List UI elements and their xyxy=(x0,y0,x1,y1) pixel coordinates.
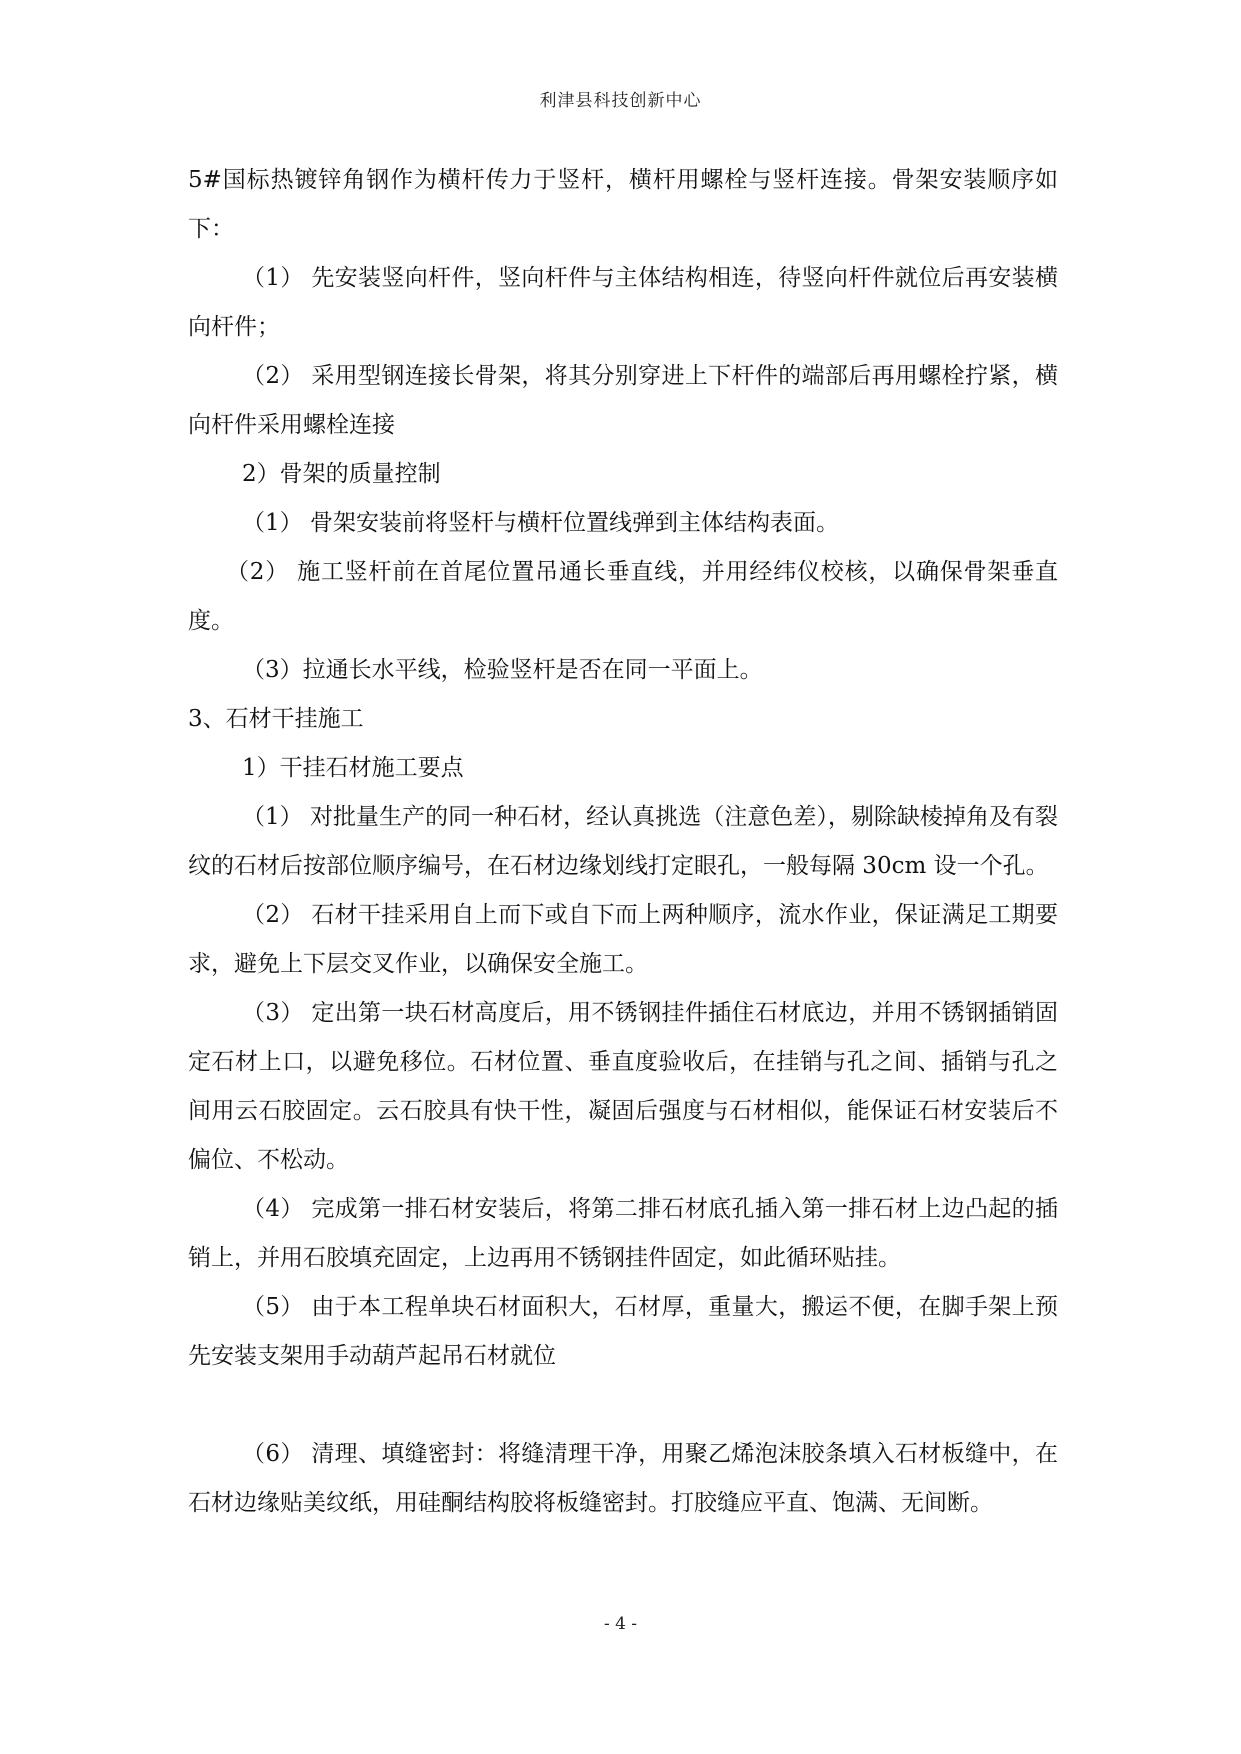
subheading-stone-key-points: 1）干挂石材施工要点 xyxy=(242,755,464,781)
paragraph-stone-6: （6） 清理、填缝密封：将缝清理干净，用聚乙烯泡沫胶条填入石材板缝中，在石材边缘贴美纹纸，用硅酮结构胶将板缝密封。打胶缝应平直、饱满、无间断。 xyxy=(188,1441,1058,1516)
paragraph-step-2: （2） 采用型钢连接长骨架，将其分别穿进上下杆件的端部后再用螺栓拧紧，横向杆件采用螺栓连接 xyxy=(188,363,1058,438)
paragraph-stone-4: （4） 完成第一排石材安装后，将第二排石材底孔插入第一排石材上边凸起的插销上，并用石胶填充固定，上边再用不锈钢挂件固定，如此循环贴挂。 xyxy=(188,1196,1058,1271)
page-number: - 4 - xyxy=(603,1614,638,1634)
document-body xyxy=(188,156,1058,1528)
paragraph-step-1: （1） 先安装竖向杆件，竖向杆件与主体结构相连，待竖向杆件就位后再安装横向杆件； xyxy=(188,265,1058,340)
paragraph-stone-2: （2） 石材干挂采用自上而下或自下而上两种顺序，流水作业，保证满足工期要求，避免上下层交叉作业，以确保安全施工。 xyxy=(188,902,1058,977)
paragraph-stone-1: （1） 对批量生产的同一种石材，经认真挑选（注意色差），剔除缺棱掉角及有裂纹的石材后按部位顺序编号，在石材边缘划线打定眼孔，一般每隔 30cm 设一个孔。 xyxy=(188,804,1058,879)
paragraph-stone-5: （5） 由于本工程单块石材面积大，石材厚，重量大，搬运不便，在脚手架上预先安装支架用手动葫芦起吊石材就位 xyxy=(188,1294,1058,1369)
subheading-frame-quality-control: 2）骨架的质量控制 xyxy=(242,461,441,487)
paragraph-quality-3: （3）拉通长水平线，检验竖杆是否在同一平面上。 xyxy=(242,657,763,683)
page-header: 利津县科技创新中心 xyxy=(539,91,702,111)
section-heading-stone-hanging: 3、石材干挂施工 xyxy=(188,706,364,732)
paragraph-quality-1: （1） 骨架安装前将竖杆与横杆位置线弹到主体结构表面。 xyxy=(242,510,839,536)
paragraph-stone-3: （3） 定出第一块石材高度后，用不锈钢挂件插住石材底边，并用不锈钢插销固定石材上口，以避免移位。石材位置、垂直度验收后，在挂销与孔之间、插销与孔之间用云石胶固定。云石胶具有快干性，凝固后强度与石材相似，能保证石材安装后不偏位、不松动。 xyxy=(188,1000,1058,1173)
paragraph-intro: 5#国标热镀锌角钢作为横杆传力于竖杆，横杆用螺栓与竖杆连接。骨架安装顺序如下： xyxy=(188,167,1058,242)
paragraph-quality-2: （2） 施工竖杆前在首尾位置吊通长垂直线，并用经纬仪校核，以确保骨架垂直度。 xyxy=(188,559,1058,634)
